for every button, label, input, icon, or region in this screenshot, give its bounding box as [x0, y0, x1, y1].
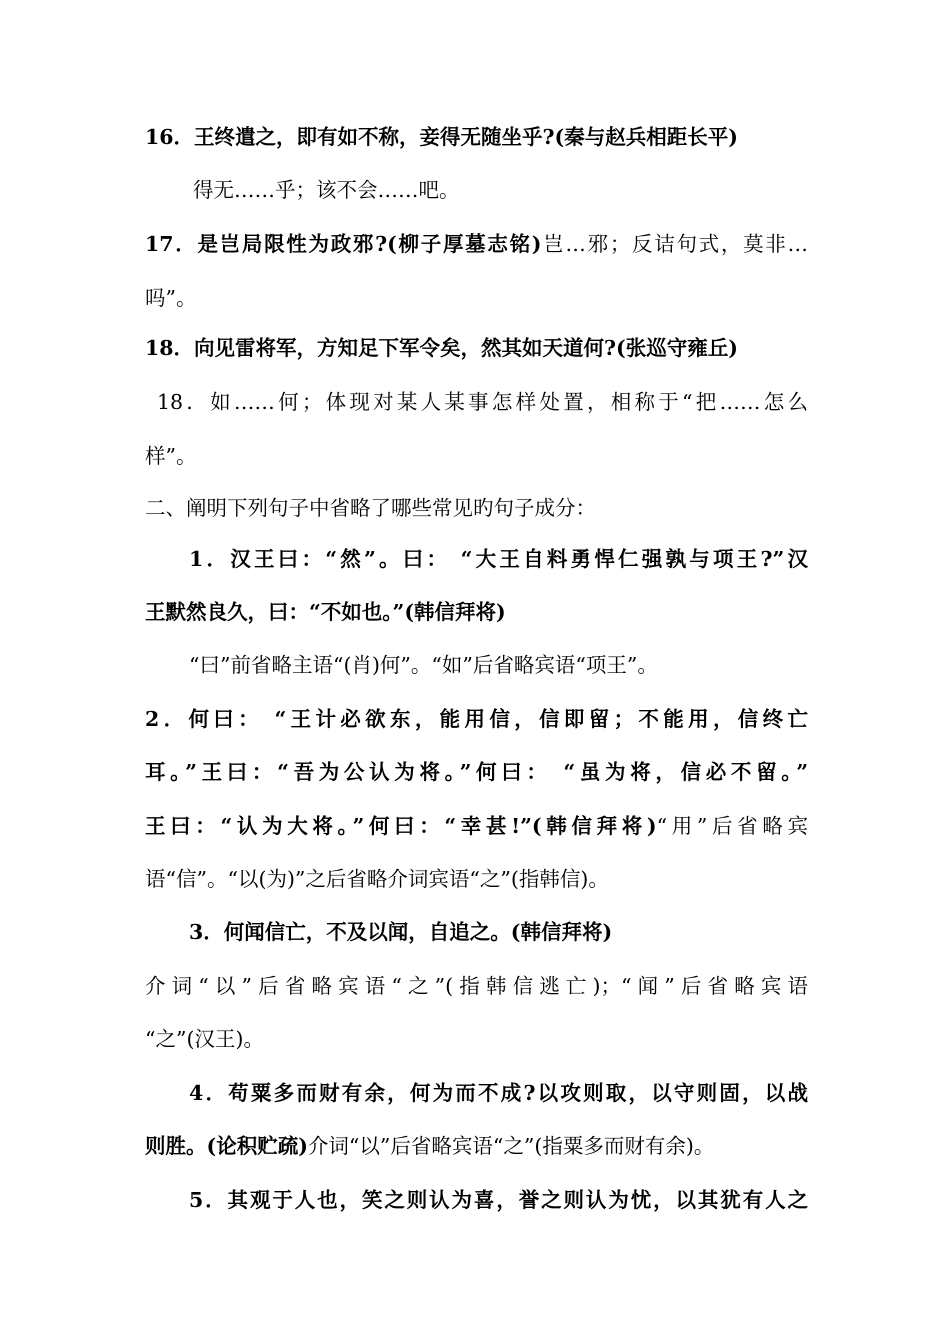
- line-q4: [145, 1078, 808, 1108]
- line-q1-cont: [145, 597, 808, 627]
- question-text: 王曰：“认为大将。”何曰：“幸甚!”(韩信拜将): [145, 814, 657, 838]
- line-17-cont: [145, 283, 808, 313]
- line-q3-answer: [145, 971, 808, 1001]
- question-text: 王默然良久，曰：“不如也。”(韩信拜将): [145, 600, 506, 624]
- line-q4-cont: [145, 1131, 808, 1161]
- line-q2: [145, 704, 808, 734]
- answer-text: “曰”前省略主语“(肖)何”。“如”后省略宾语“项王”。: [189, 653, 658, 677]
- line-17: [145, 229, 808, 259]
- line-q2-cont1: [145, 757, 808, 787]
- line-16-answer: [145, 175, 808, 205]
- line-q3-answer-cont: [145, 1024, 808, 1054]
- answer-text: “用”后省略宾: [656, 814, 808, 838]
- line-16-question: [145, 122, 808, 152]
- answer-text: 介词“以”后省略宾语“之”(指韩信逃亡)；“闻”后省略宾语: [145, 974, 808, 998]
- line-q1: [145, 544, 808, 574]
- answer-text: 语“信”。“以(为)”之后省略介词宾语“之”(指韩信)。: [145, 867, 609, 891]
- section-heading: [145, 493, 808, 523]
- line-18-cont: [145, 441, 808, 471]
- heading-text: 二、阐明下列句子中省略了哪些常见旳句子成分：: [145, 496, 596, 520]
- answer-text: 18．如……何；体现对某人某事怎样处置，相称于“把……怎么: [157, 390, 808, 414]
- question-text: 2．何曰： “王计必欲东，能用信，信即留；不能用，信终亡: [145, 707, 808, 731]
- line-q5: [145, 1185, 808, 1215]
- question-text: 18．向见雷将军，方知足下军令矣，然其如天道何?(张巡守雍丘): [145, 336, 738, 360]
- line-q2-answer: [145, 864, 808, 894]
- question-text: 16．王终遣之，即有如不称，妾得无随坐乎?(秦与赵兵相距长平): [145, 125, 738, 149]
- line-q3: [145, 917, 808, 947]
- answer-text: “之”(汉王)。: [145, 1027, 264, 1051]
- answer-text: 样”。: [145, 444, 197, 468]
- question-text: 5．其观于人也，笑之则认为喜，誉之则认为忧，以其犹有人之: [189, 1188, 808, 1212]
- line-q1-answer: [145, 650, 808, 680]
- answer-text: 介词“以”后省略宾语“之”(指粟多而财有余)。: [307, 1134, 715, 1158]
- line-18-question: [145, 333, 808, 363]
- line-q2-cont2: [145, 811, 808, 841]
- question-text: 3．何闻信亡，不及以闻，自追之。(韩信拜将): [189, 920, 613, 944]
- answer-text: 岂…邪；反诘句式，莫非…: [541, 232, 808, 256]
- answer-text: 得无……乎；该不会……吧。: [193, 178, 460, 202]
- question-text: 耳。”王曰：“吾为公认为将。”何曰： “虽为将，信必不留。”: [145, 760, 808, 784]
- question-text: 1．汉王曰：“然”。曰： “大王自料勇悍仁强孰与项王?”汉: [189, 547, 808, 571]
- answer-text: 吗”。: [145, 286, 197, 310]
- question-text: 4．苟粟多而财有余，何为而不成?以攻则取，以守则固，以战: [189, 1081, 808, 1105]
- line-18-answer: [145, 387, 808, 417]
- question-text: 则胜。(论积贮疏): [145, 1134, 308, 1158]
- question-text: 17．是岂局限性为政邪?(柳子厚墓志铭): [145, 232, 542, 256]
